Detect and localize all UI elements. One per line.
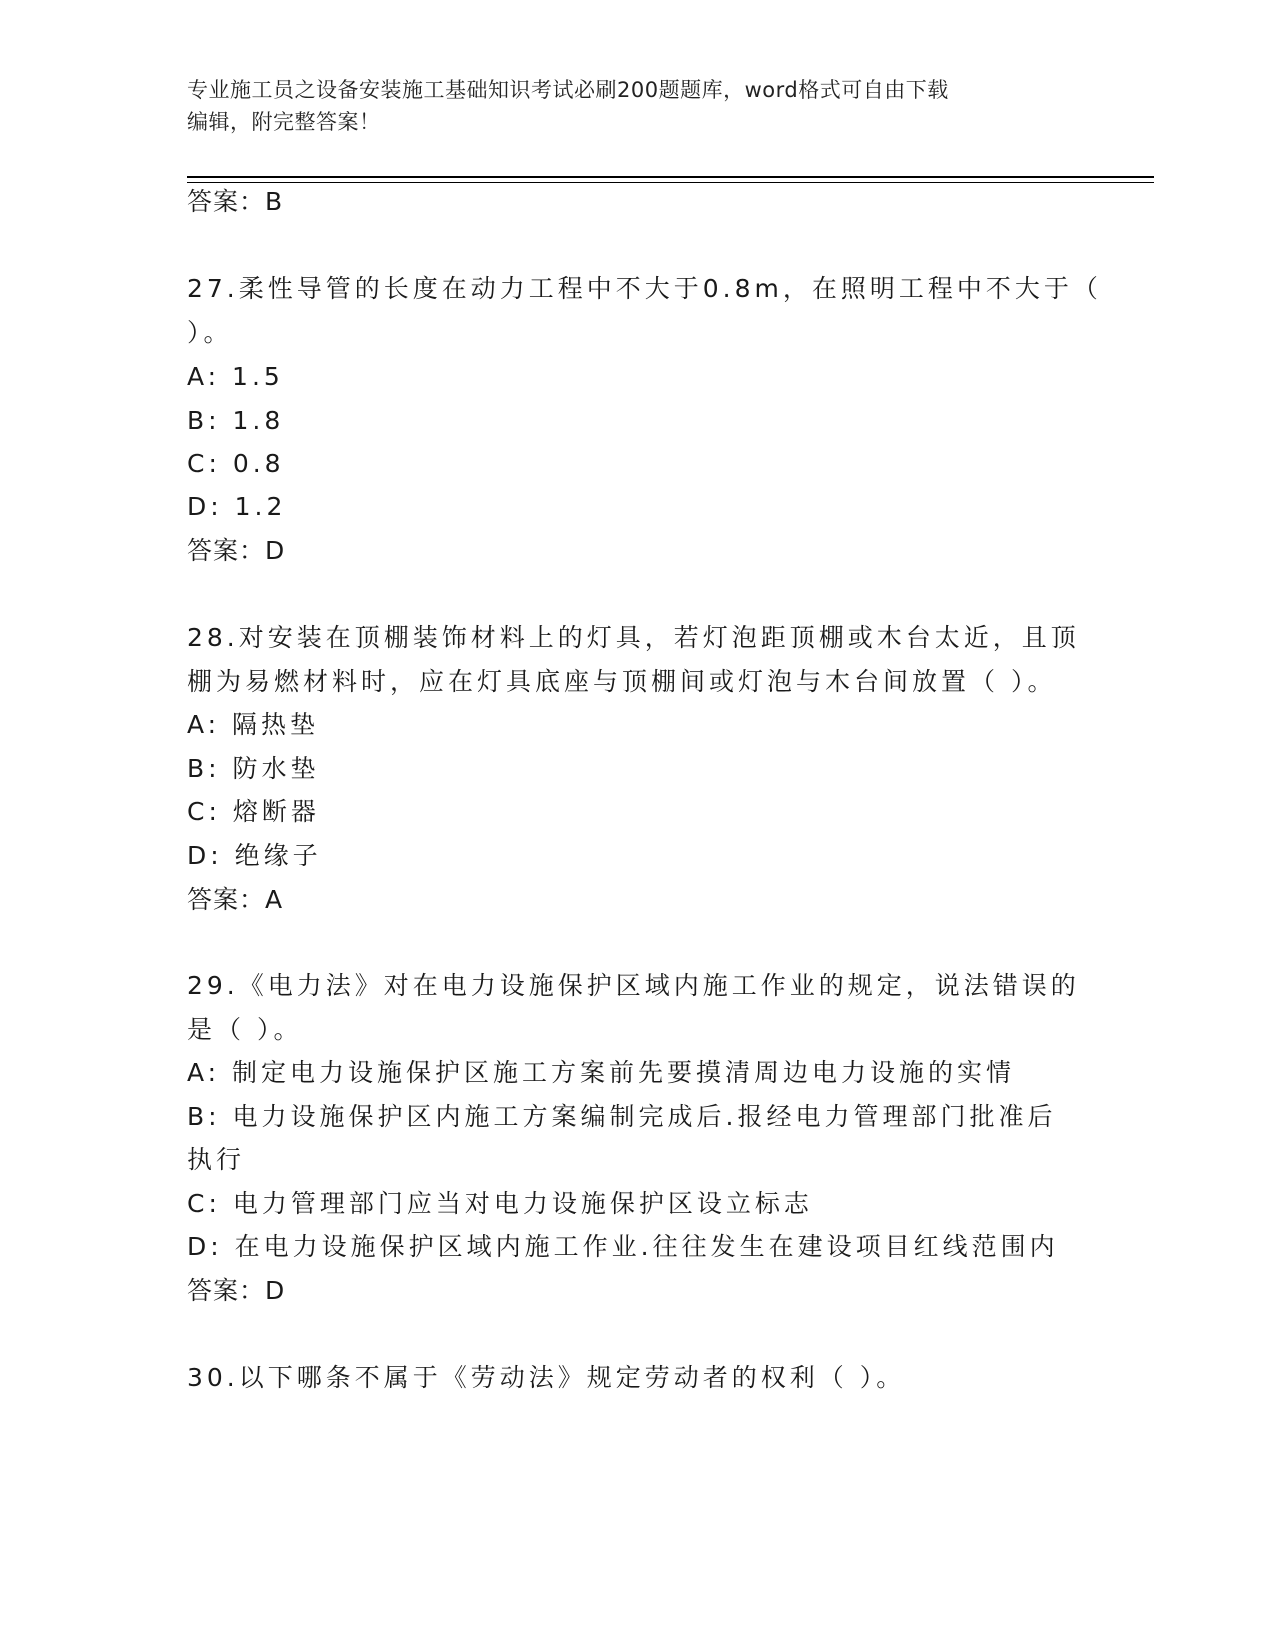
question-27-option-a: A: 1.5: [187, 362, 284, 391]
question-27-text-line-2: ）。: [187, 318, 233, 347]
question-27-text-line-1: 27.柔性导管的长度在动力工程中不大于0.8m，在照明工程中不大于（: [187, 274, 1102, 303]
question-28-option-d: D: 绝缘子: [187, 841, 322, 870]
header-rule-thin: [187, 182, 1154, 183]
question-27-option-c: C: 0.8: [187, 449, 285, 478]
header-line-2: 编辑，附完整答案！: [187, 110, 381, 134]
question-28-text-line-1: 28.对安装在顶棚装饰材料上的灯具，若灯泡距顶棚或木台太近，且顶: [187, 623, 1080, 652]
question-29-answer: 答案：D: [187, 1276, 286, 1305]
question-28-option-a: A: 隔热垫: [187, 710, 320, 739]
question-29-text-line-2: 是（ ）。: [187, 1015, 303, 1044]
question-29-option-d: D: 在电力设施保护区域内施工作业.往往发生在建设项目红线范围内: [187, 1232, 1059, 1261]
question-29-option-b-continued: 执行: [187, 1145, 246, 1174]
previous-answer: 答案：B: [187, 187, 284, 216]
question-28-text-line-2: 棚为易燃材料时，应在灯具底座与顶棚间或灯泡与木台间放置（ ）。: [187, 667, 1057, 696]
question-29-text-line-1: 29.《电力法》对在电力设施保护区域内施工作业的规定，说法错误的: [187, 971, 1080, 1000]
header-text: [187, 74, 1087, 138]
question-27-option-b: B: 1.8: [187, 406, 285, 435]
question-28-option-b: B: 防水垫: [187, 754, 320, 783]
question-27-option-d: D: 1.2: [187, 492, 287, 521]
question-30-text-line-1: 30.以下哪条不属于《劳动法》规定劳动者的权利（ ）。: [187, 1363, 906, 1392]
question-29-option-c: C: 电力管理部门应当对电力设施保护区设立标志: [187, 1189, 813, 1218]
question-28-answer: 答案：A: [187, 885, 284, 914]
question-29-option-a: A: 制定电力设施保护区施工方案前先要摸清周边电力设施的实情: [187, 1058, 1016, 1087]
question-28-option-c: C: 熔断器: [187, 797, 320, 826]
question-27-answer: 答案：D: [187, 536, 286, 565]
header-line-1: 专业施工员之设备安装施工基础知识考试必刷200题题库，word格式可自由下载: [187, 78, 949, 102]
header-rule-thick: [187, 176, 1154, 178]
question-29-option-b: B: 电力设施保护区内施工方案编制完成后.报经电力管理部门批准后: [187, 1102, 1057, 1131]
